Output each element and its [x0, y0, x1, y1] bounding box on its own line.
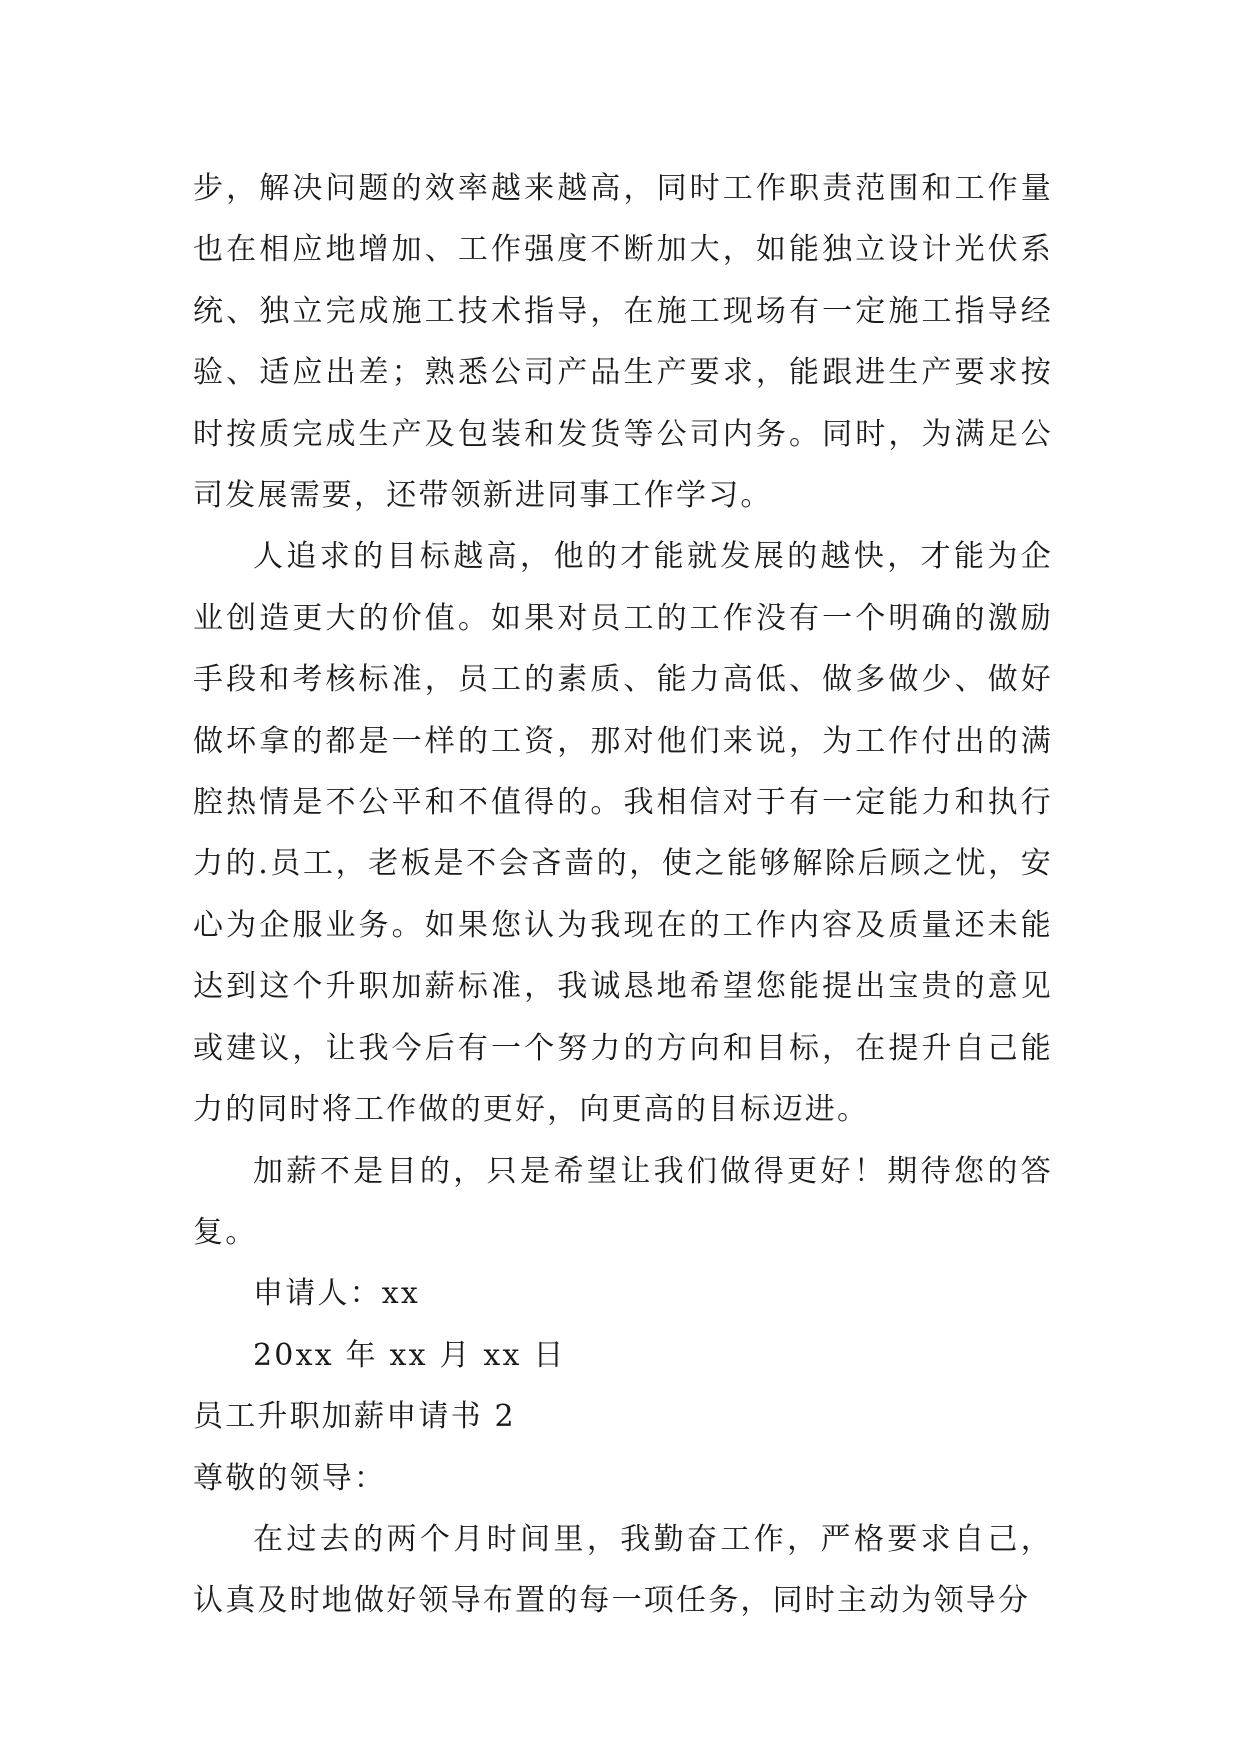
- paragraph-goals: 人追求的目标越高，他的才能就发展的越快，才能为企业创造更大的价值。如果对员工的工作没有一个明确的激励手段和考核标准，员工的素质、能力高低、做多做少、做好做坏拿的都是一样的工资，那对他们来说，为工作付出的满腔热情是不公平和不值得的。我相信对于有一定能力和执行力的.员工，老板是不会吝啬的，使之能够解除后顾之忧，安心为企服业务。如果您认为我现在的工作内容及质量还未能达到这个升职加薪标准，我诚恳地希望您能提出宝贵的意见或建议，让我今后有一个努力的方向和目标，在提升自己能力的同时将工作做的更好，向更高的目标迈进。: [193, 539, 1053, 1128]
- applicant-line: 申请人：xx: [253, 1276, 421, 1312]
- paragraph-second-letter: 在过去的两个月时间里，我勤奋工作，严格要求自己，认真及时地做好领导布置的每一项任务，同时主动为领导分: [193, 1521, 1053, 1619]
- second-letter-title: 员工升职加薪申请书 2: [193, 1399, 516, 1435]
- date-line: 20xx 年 xx 月 xx 日: [253, 1337, 566, 1373]
- document-body: [193, 158, 1053, 1632]
- salutation: 尊敬的领导：: [193, 1460, 387, 1496]
- paragraph-closing: 加薪不是目的，只是希望让我们做得更好！期待您的答复。: [193, 1153, 1053, 1250]
- paragraph-continuation: 步，解决问题的效率越来越高，同时工作职责范围和工作量也在相应地增加、工作强度不断加大，如能独立设计光伏系统、独立完成施工技术指导，在施工现场有一定施工指导经验、适应出差；熟悉公司产品生产要求，能跟进生产要求按时按质完成生产及包装和发货等公司内务。同时，为满足公司发展需要，还带领新进同事工作学习。: [193, 171, 1053, 514]
